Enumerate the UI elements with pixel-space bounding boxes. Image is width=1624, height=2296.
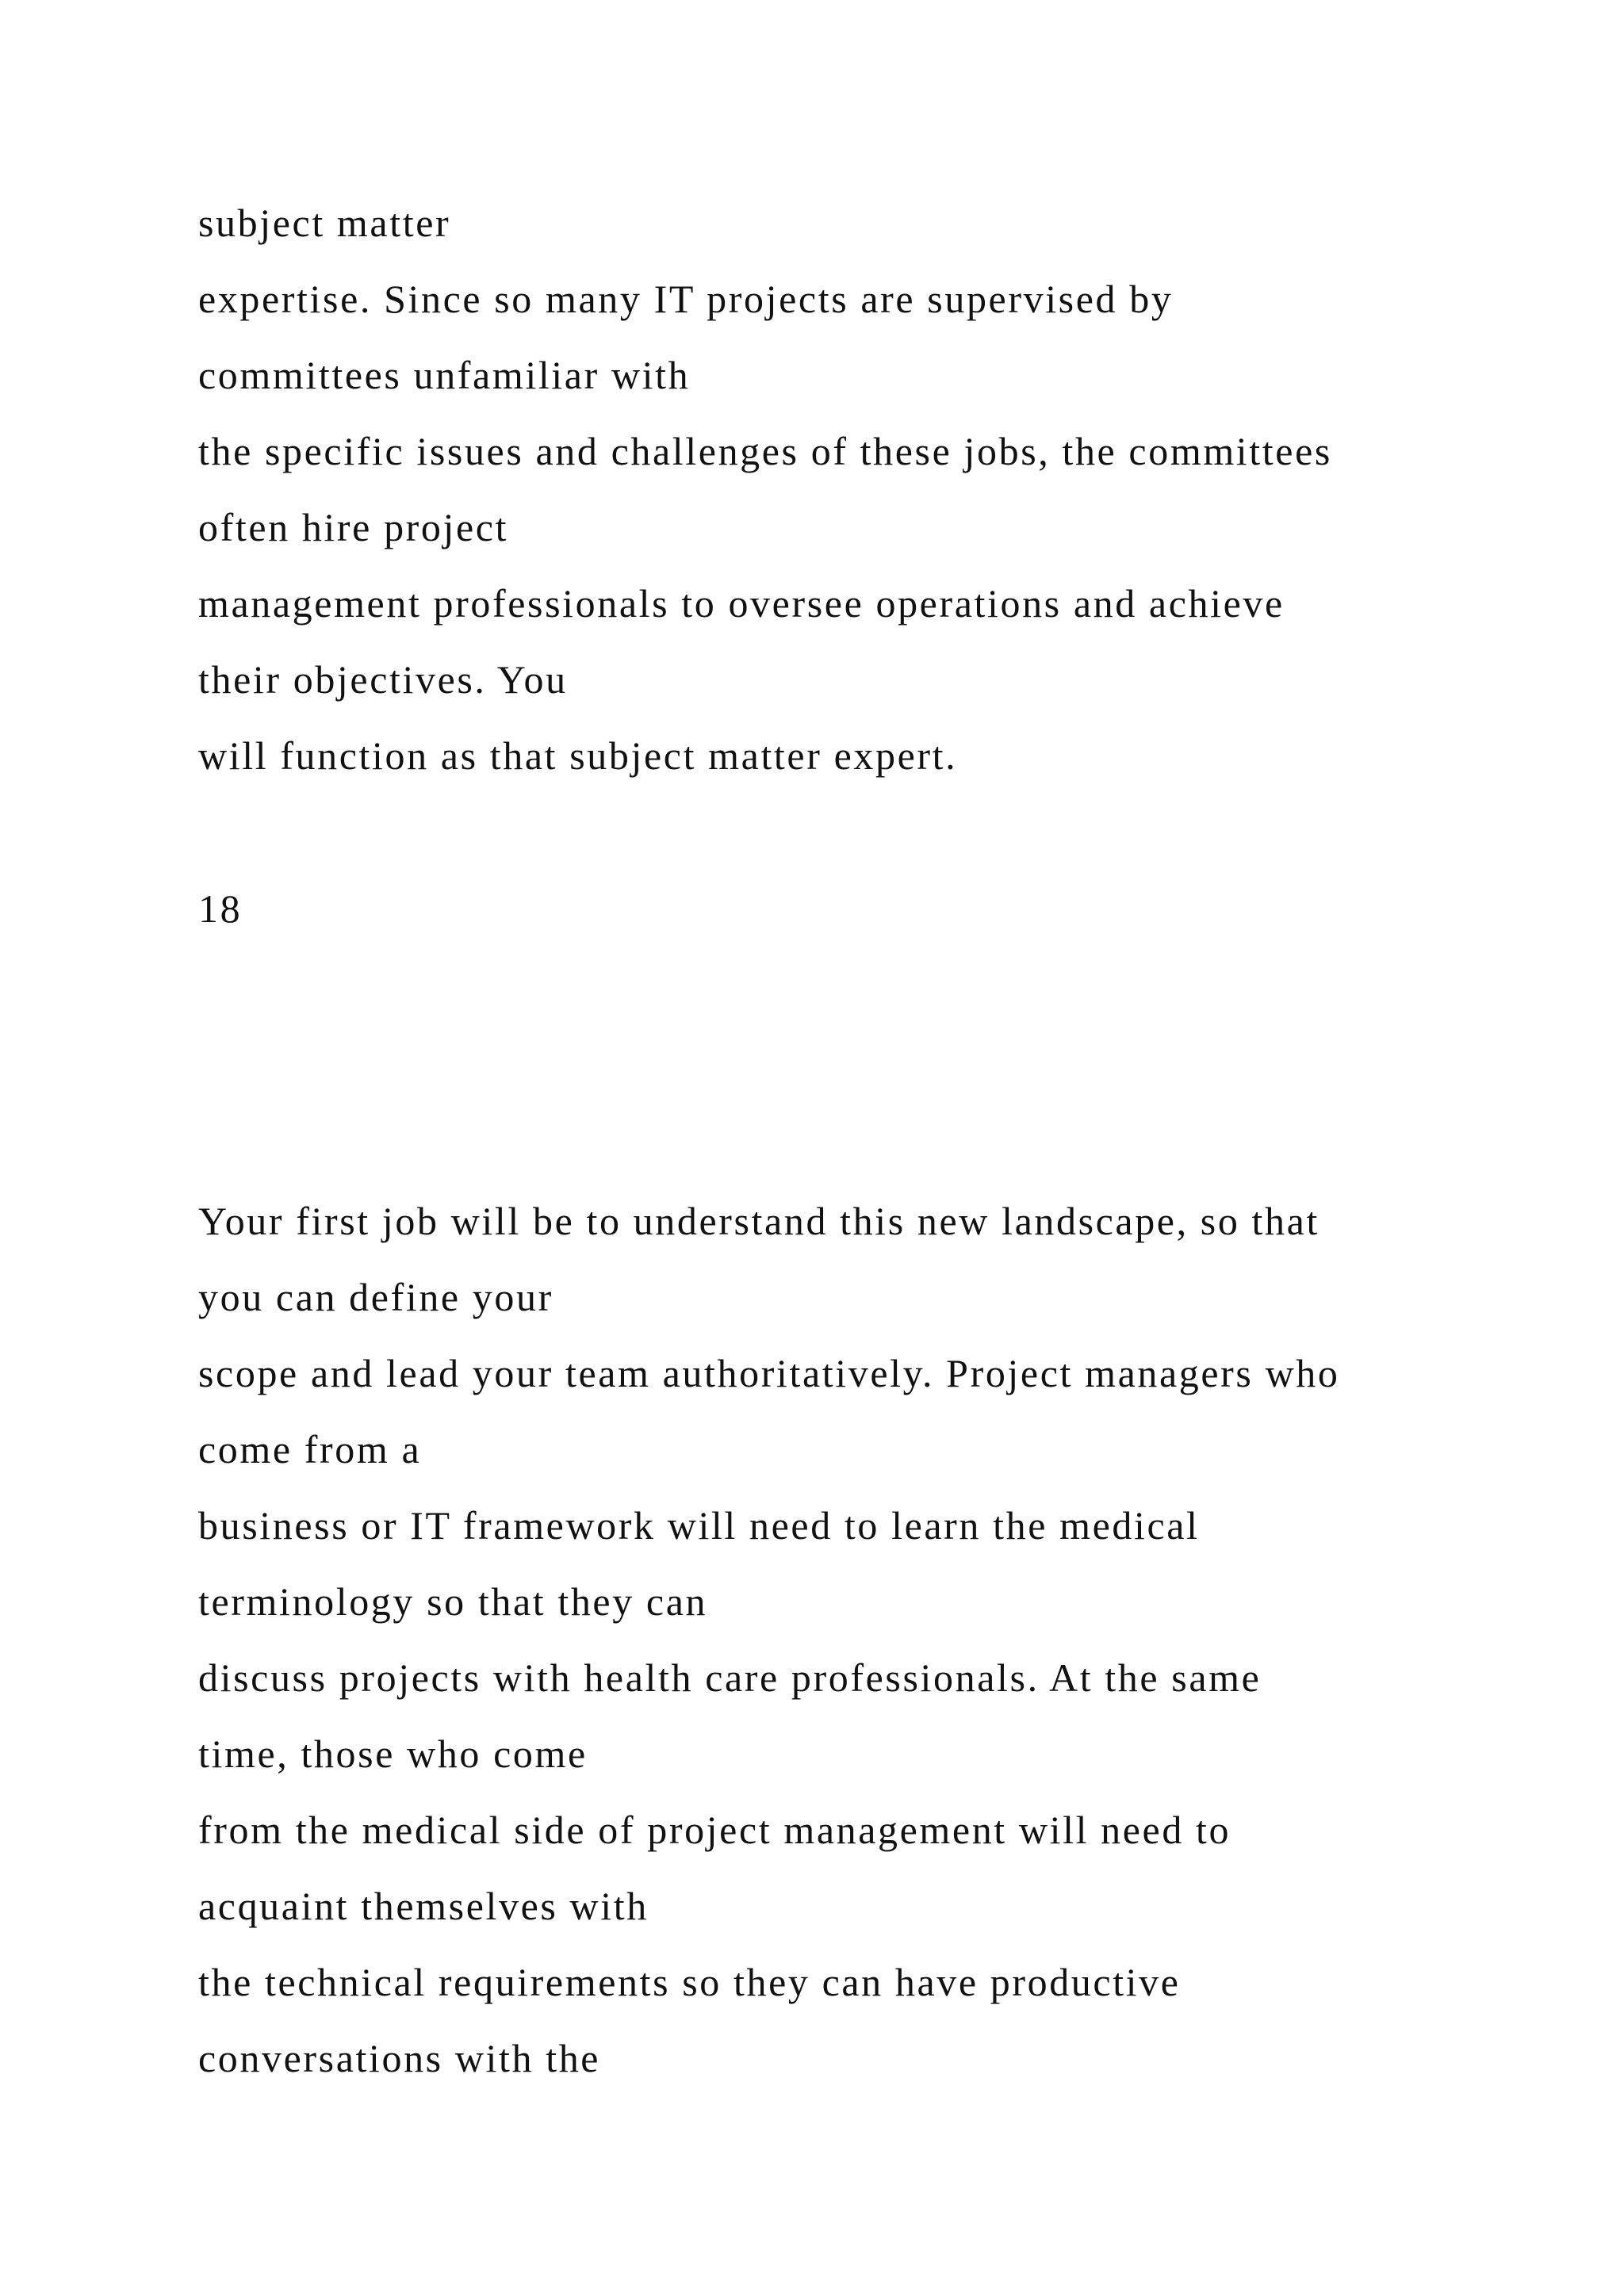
- text-line: often hire project: [198, 505, 509, 549]
- text-line: expertise. Since so many IT projects are supervised by: [198, 277, 1174, 321]
- text-line: will function as that subject matter expert.: [198, 733, 958, 778]
- text-line: Your first job will be to understand this new landscape, so that: [198, 1199, 1320, 1243]
- text-line: you can define your: [198, 1275, 553, 1319]
- text-line: from the medical side of project management will need to: [198, 1808, 1231, 1852]
- text-line: conversations with the: [198, 2036, 601, 2080]
- text-line: acquaint themselves with: [198, 1884, 649, 1928]
- text-line: come from a: [198, 1427, 422, 1471]
- text-line: their objectives. You: [198, 657, 568, 702]
- page-number: 18: [198, 886, 243, 931]
- text-line: management professionals to oversee operations and achieve: [198, 581, 1285, 626]
- text-line: discuss projects with health care professionals. At the same: [198, 1655, 1262, 1700]
- text-line: the specific issues and challenges of these jobs, the committees: [198, 429, 1332, 473]
- text-line: the technical requirements so they can have productive: [198, 1960, 1181, 2004]
- text-line: scope and lead your team authoritatively. Project managers who: [198, 1351, 1340, 1395]
- text-line: committees unfamiliar with: [198, 353, 691, 397]
- text-line: terminology so that they can: [198, 1579, 708, 1624]
- text-line: business or IT framework will need to learn the medical: [198, 1503, 1200, 1548]
- text-line: subject matter: [198, 201, 451, 245]
- text-line: time, those who come: [198, 1732, 588, 1776]
